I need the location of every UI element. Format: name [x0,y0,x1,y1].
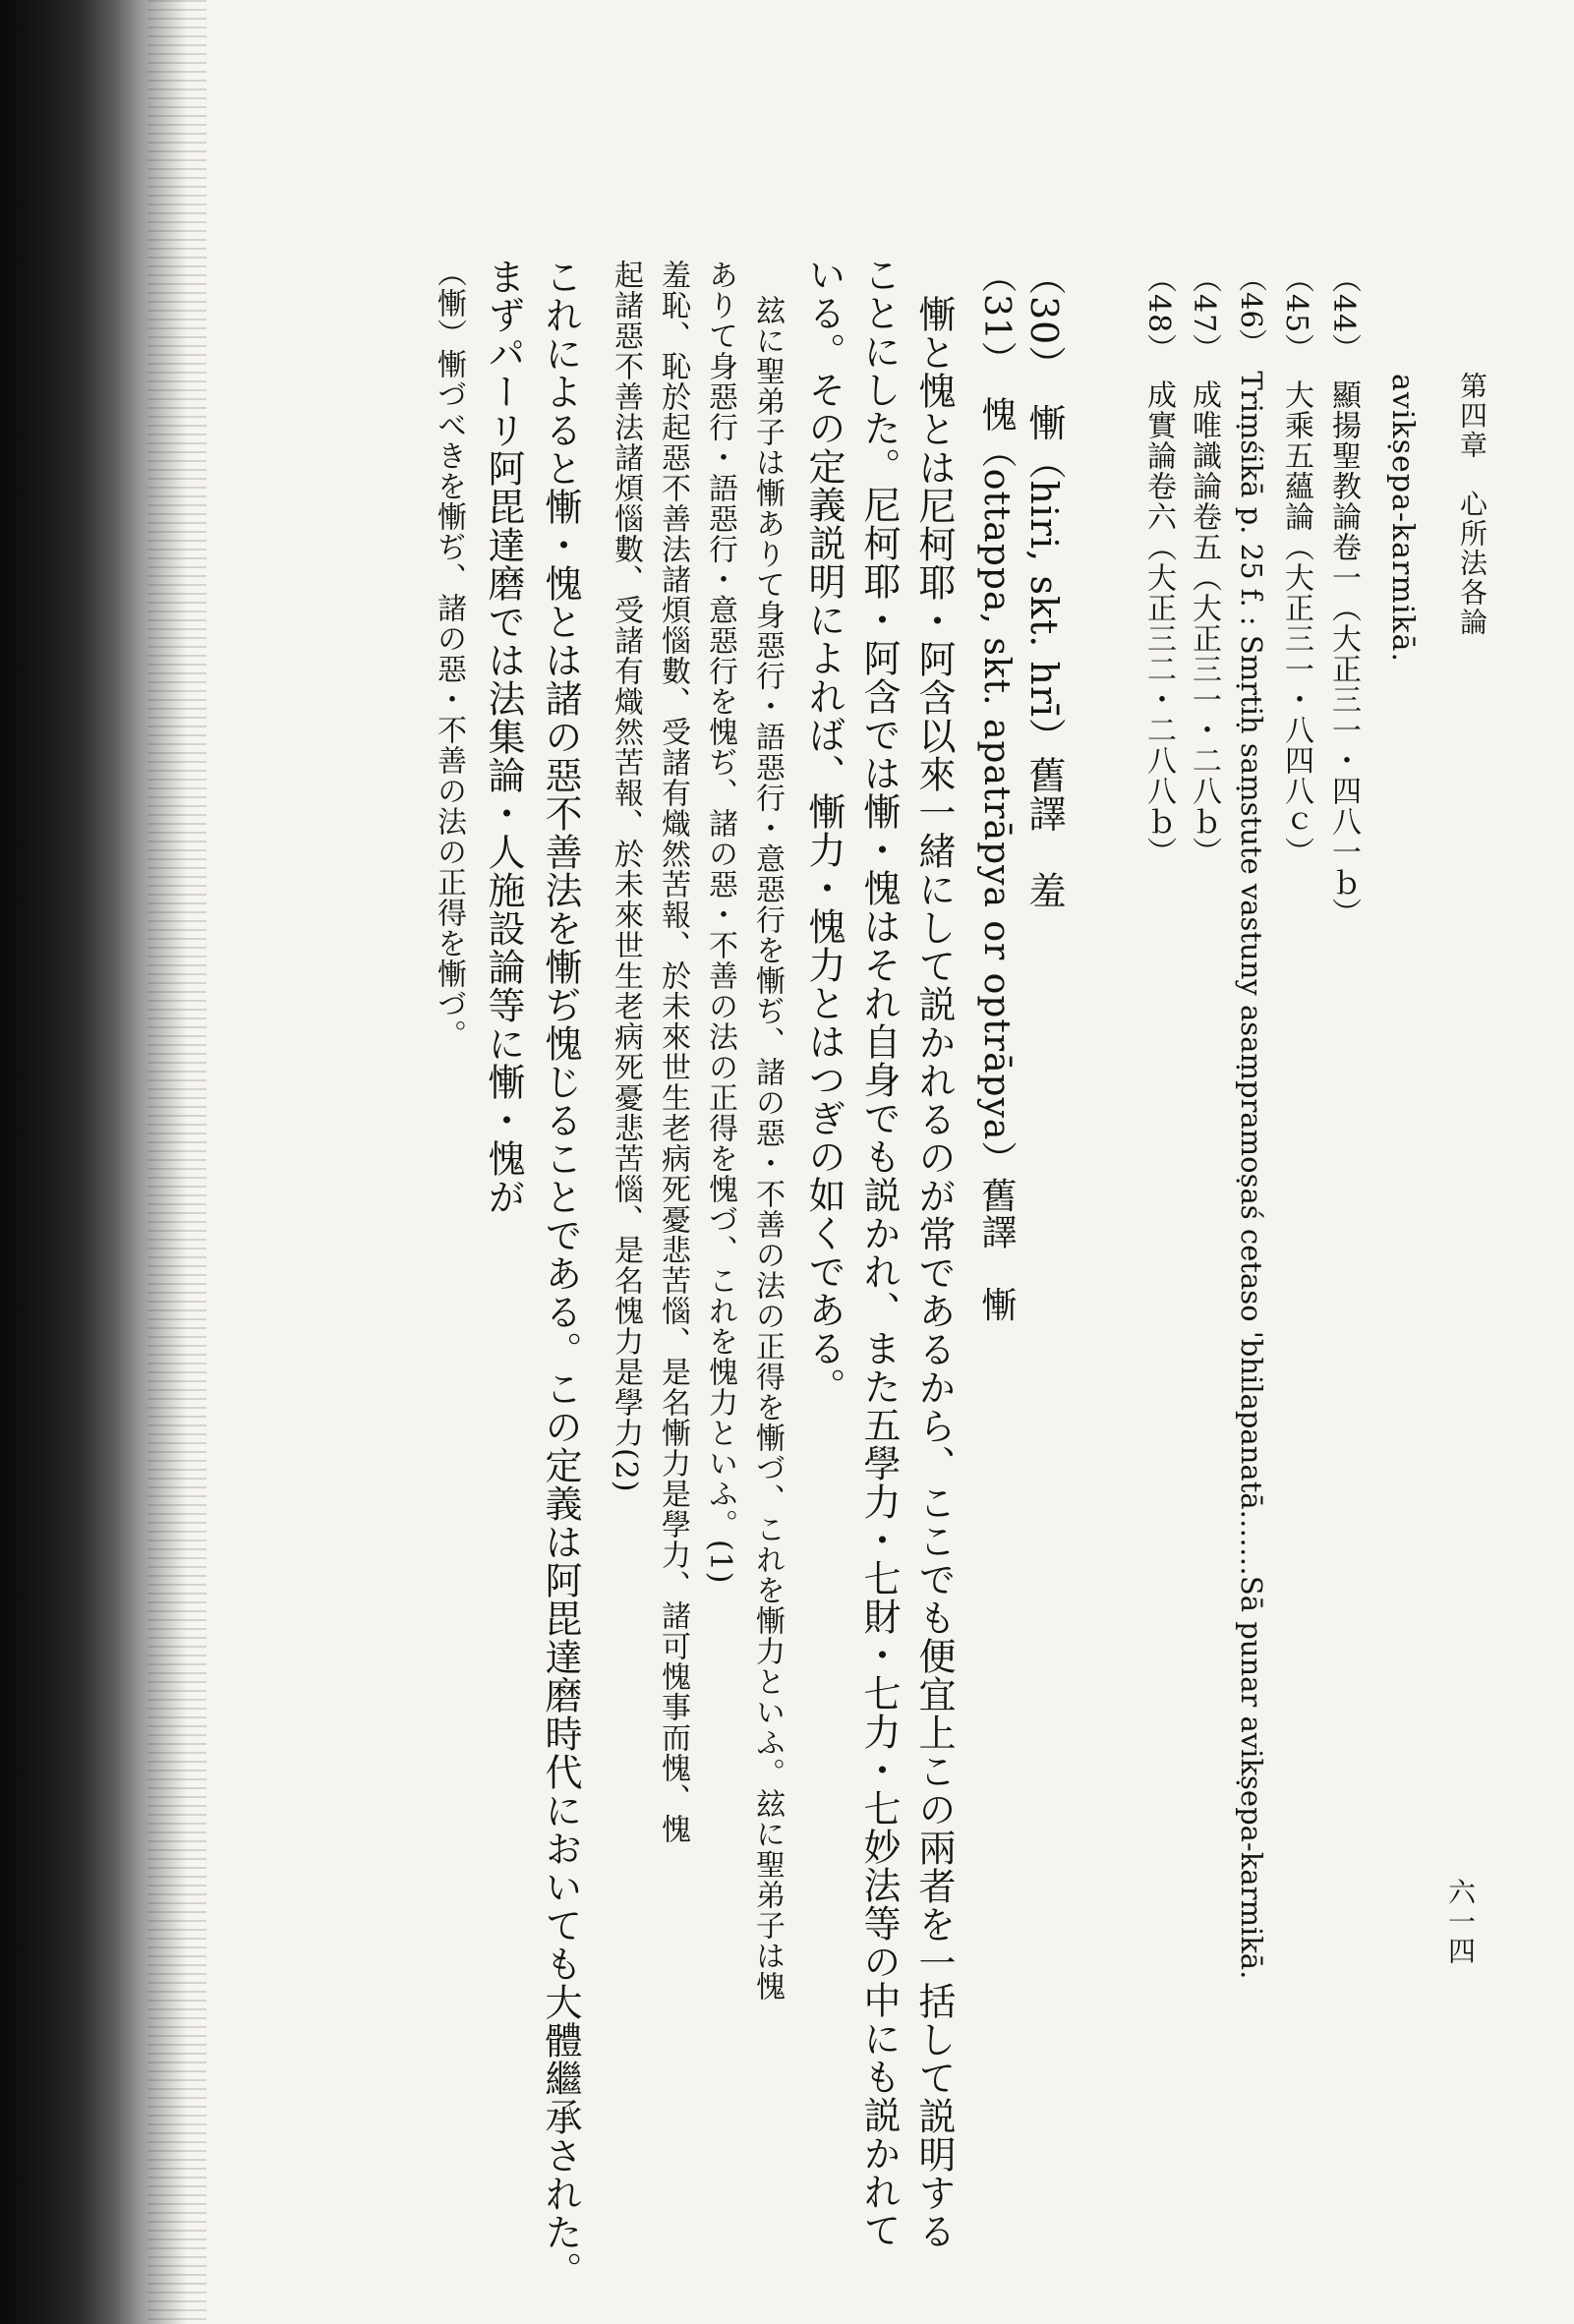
body-line-5: まずパーリ阿毘達磨では法集論・人施設論等に慚・愧が [482,258,525,1216]
quote-line-5: （慚）慚づべきを慚ぢ、諸の惡・不善の法の正得を慚づ。 [432,258,466,1050]
note-47: （47） 成唯識論卷五（大正三一・二八ｂ） [1187,263,1221,868]
section-31-heading: （31） 愧（ottappa, skt. apatrāpya or optrāpya）舊譯 慚 [976,258,1017,1323]
note-continuation: avikṣepa-karmikā. [1385,374,1420,664]
note-45: （45） 大乘五蘊論（大正三一・八四八ｃ） [1279,263,1313,868]
body-line-2: ことにした。尼柯耶・阿含では慚・愧はそれ自身でも説かれ、また五學力・七財・七力・七妙法等の中にも説かれて [857,256,901,2249]
note-48: （48） 成實論卷六（大正三二・二八八ｂ） [1141,263,1176,868]
body-line-3: いる。その定義説明によれば、慚力・愧力とはつぎの如くである。 [802,256,845,1406]
section-30-heading: （30） 慚（hiri, skt. hrī）舊譯 羞 [1022,258,1066,910]
scan-gutter-speckle [147,0,206,2324]
page-number: 六一四 [1444,1878,1477,1966]
quote-line-3: 羞恥、恥於起惡不善法諸煩惱數、受諸有熾然苦報、於未來世生老病死憂悲苦惱、是名慚力是學力、諸可愧事而愧、愧 [656,260,690,1844]
quote-line-4: 起諸惡不善法諸煩惱數、受諸有熾然苦報、於未來世生老病死憂悲苦惱、是名愧力是學力(2) [609,260,643,1493]
note-46: （46） Triṃśikā p. 25 f. : Smṛtiḥ saṃstute vastuny asaṃpramoṣaś cetaso 'bhilapanatā.……Sā punar avikṣepa-karmikā. [1235,263,1268,1980]
chapter-header: 第四章 心所法各論 [1456,372,1488,637]
body-line-4: これによると慚・愧とは諸の惡不善法を慚ぢ愧じることである。この定義は阿毘達磨時代においても大體繼承された。 [539,258,582,2290]
quote-line-1: 玆に聖弟子は慚ありて身惡行・語惡行・意惡行を慚ぢ、諸の惡・不善の法の正得を慚づ、これを慚力といふ。玆に聖弟子は愧 [750,295,785,2002]
note-44: （44） 顯揚聖教論卷一（大正三一・四八一ｂ） [1326,263,1361,929]
body-line-1: 慚と愧とは尼柯耶・阿含以來一緒にして説かれるのが常であるから、ここでも便宜上この兩者を一括して説明する [912,295,956,2250]
quote-line-2: ありて身惡行・語惡行・意惡行を愧ぢ、諸の惡・不善の法の正得を愧づ、これを愧力といふ。(1) [703,260,737,1585]
